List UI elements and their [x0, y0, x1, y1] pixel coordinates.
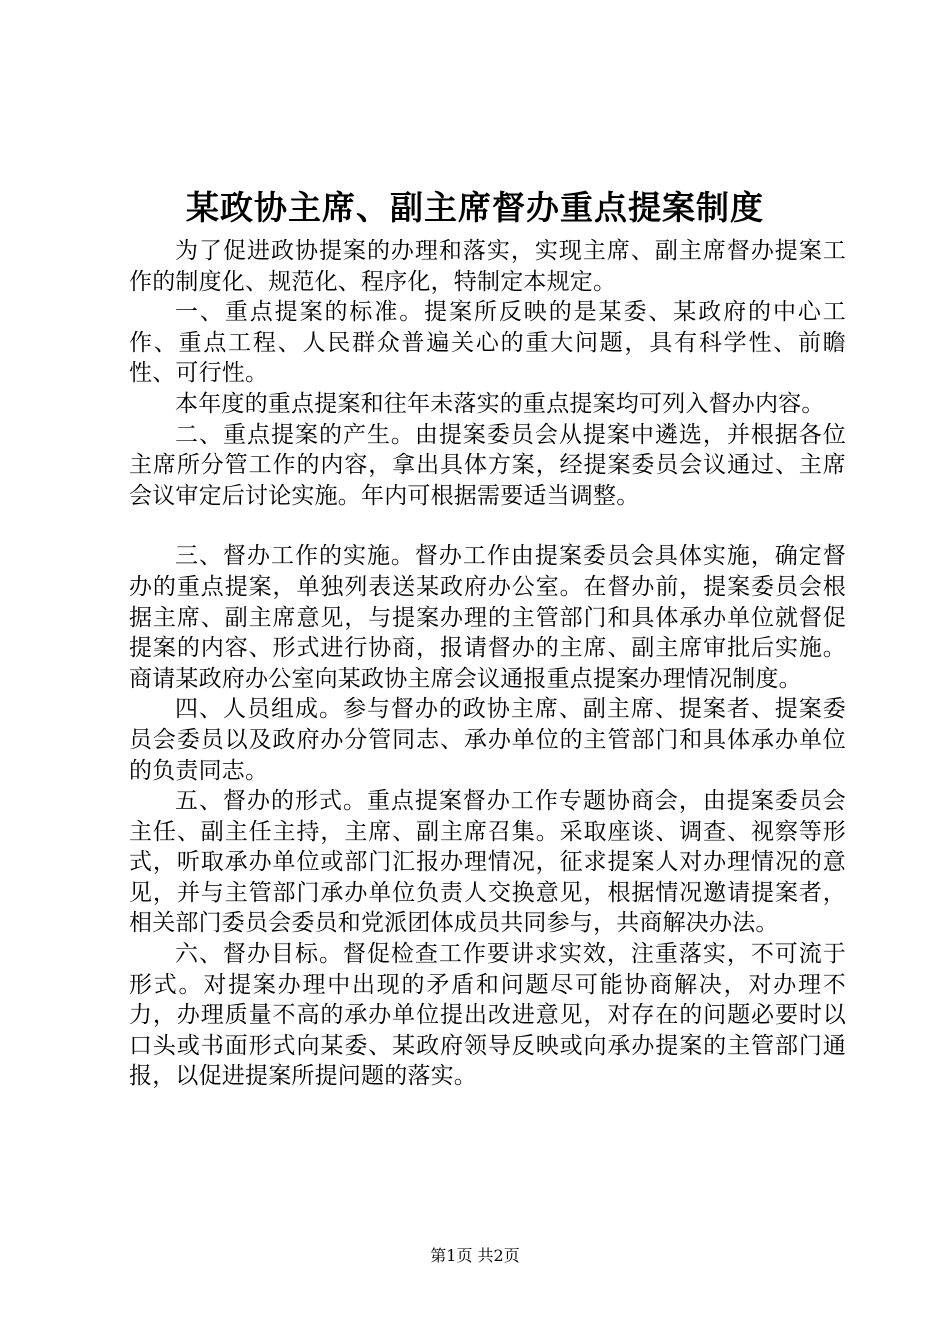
paragraph-section-6: 六、督办目标。督促检查工作要讲求实效，注重落实，不可流于形式。对提案办理中出现的矛盾和问题尽可能协商解决，对办理不力，办理质量不高的承办单位提出改进意见，对存在的问题必要时以口头或书面形式向某委、某政府领导反映或向承办提案的主管部门通报，以促进提案所提问题的落实。 [129, 941, 846, 1090]
paragraph-section-5: 五、督办的形式。重点提案督办工作专题协商会，由提案委员会主任、副主任主持，主席、副主席召集。采取座谈、调查、视察等形式，听取承办单位或部门汇报办理情况，征求提案人对办理情况的意见，并与主管部门承办单位负责人交换意见，根据情况邀请提案者，相关部门委员会委员和党派团体成员共同参与，共商解决办法。 [129, 788, 846, 937]
paragraph-section-1: 一、重点提案的标准。提案所反映的是某委、某政府的中心工作、重点工程、人民群众普遍关心的重大问题，具有科学性、前瞻性、可行性。 [129, 299, 846, 387]
document-body [129, 236, 846, 1092]
paragraph-section-4: 四、人员组成。参与督办的政协主席、副主席、提案者、提案委员会委员以及政府办分管同志、承办单位的主管部门和具体承办单位的负责同志。 [129, 696, 846, 784]
document-title: 某政协主席、副主席督办重点提案制度 [186, 188, 764, 227]
paragraph-section-1-note: 本年度的重点提案和往年未落实的重点提案均可列入督办内容。 [175, 390, 825, 417]
page-number-footer: 第1页 共2页 [430, 1246, 520, 1265]
paragraph-intro: 为了促进政协提案的办理和落实，实现主席、副主席督办提案工作的制度化、规范化、程序化，特制定本规定。 [129, 238, 846, 295]
paragraph-section-3: 三、督办工作的实施。督办工作由提案委员会具体实施，确定督办的重点提案，单独列表送某政府办公室。在督办前，提案委员会根据主席、副主席意见，与提案办理的主管部门和具体承办单位就督促提案的内容、形式进行协商，报请督办的主席、副主席审批后实施。商请某政府办公室向某政协主席会议通报重点提案办理情况制度。 [129, 543, 846, 692]
paragraph-section-2: 二、重点提案的产生。由提案委员会从提案中遴选，并根据各位主席所分管工作的内容，拿出具体方案，经提案委员会议通过、主席会议审定后讨论实施。年内可根据需要适当调整。 [129, 421, 846, 509]
